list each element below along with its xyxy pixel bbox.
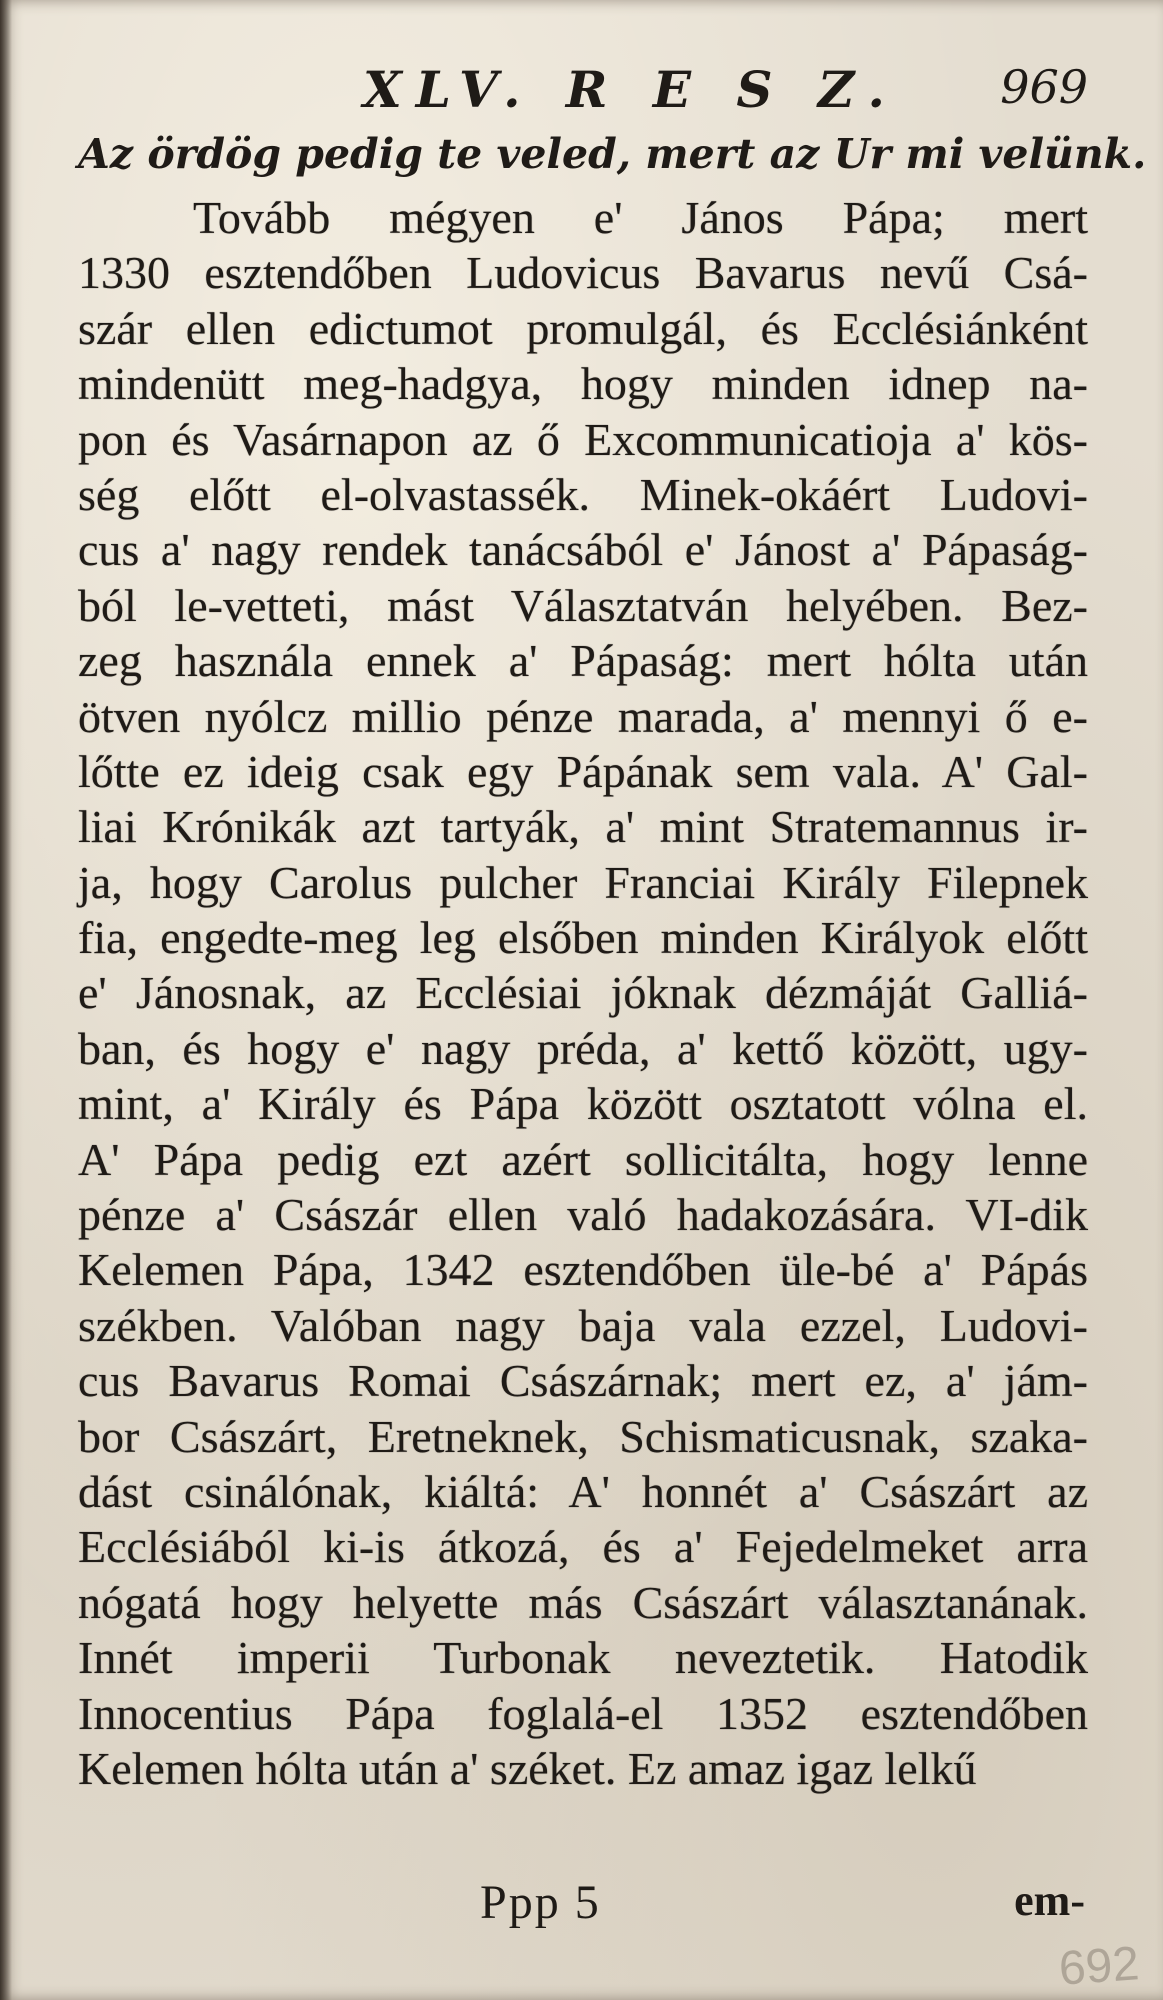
- italic-verse-line: Az ördög pedig te veled, mert az Ur mi velünk.: [78, 130, 1147, 178]
- text-line: pon és Vasárnapon az ő Excommunicatioja a' kös-: [78, 413, 1088, 465]
- page-number: 969: [1000, 60, 1088, 114]
- text-line: lőtte ez ideig csak egy Pápának sem vala. A' Gal-: [78, 745, 1088, 797]
- text-line: ség előtt el-olvastassék. Minek-okáért Ludovi-: [78, 468, 1088, 520]
- corner-folio-mark: 692: [1057, 1937, 1141, 1996]
- text-line: fia, engedte-meg leg elsőben minden Királyok előtt: [78, 912, 1088, 964]
- text-line: cus Bavarus Romai Császárnak; mert ez, a' jám-: [78, 1355, 1088, 1407]
- text-line: ja, hogy Carolus pulcher Franciai Király Filepnek: [78, 856, 1088, 908]
- text-line: A' Pápa pedig ezt azért sollicitálta, hogy lenne: [78, 1133, 1088, 1185]
- text-line: Innét imperii Turbonak neveztetik. Hatodik: [78, 1632, 1088, 1684]
- page-gutter-shadow: [0, 0, 12, 2000]
- catchword: em-: [1014, 1876, 1085, 1925]
- text-line: e' Jánosnak, az Ecclésiai jóknak dézmáját Galliá-: [78, 967, 1088, 1019]
- text-line: Kelemen Pápa, 1342 esztendőben üle-bé a' Pápás: [78, 1244, 1088, 1296]
- text-line: ban, és hogy e' nagy préda, a' kettő között, ugy-: [78, 1022, 1088, 1074]
- text-line: pénze a' Császár ellen való hadakozására. VI-dik: [78, 1189, 1088, 1241]
- text-line: ból le-vetteti, mást Választatván helyében. Bez-: [78, 579, 1088, 631]
- text-line: dást csinálónak, kiáltá: A' honnét a' Császárt az: [78, 1465, 1088, 1517]
- text-line: mint, a' Király és Pápa között osztatott vólna el.: [78, 1078, 1088, 1130]
- chapter-title: XLV. R E S Z.: [363, 60, 899, 119]
- text-line: szár ellen edictumot promulgál, és Ecclésiánként: [78, 302, 1088, 354]
- text-line: nógatá hogy helyette más Császárt választanának.: [78, 1576, 1088, 1628]
- text-line: bor Császárt, Eretneknek, Schismaticusnak, szaka-: [78, 1410, 1088, 1462]
- text-line: Ecclésiából ki-is átkozá, és a' Fejedelmeket arra: [78, 1521, 1088, 1573]
- text-line: liai Krónikák azt tartyák, a' mint Stratemannus ir-: [78, 801, 1088, 853]
- text-line: 1330 esztendőben Ludovicus Bavarus nevű Csá-: [78, 247, 1088, 299]
- text-line: zeg használa ennek a' Pápaság: mert hólta után: [78, 635, 1088, 687]
- text-line: ötven nyólcz millio pénze marada, a' mennyi ő e-: [78, 690, 1088, 742]
- text-line: Innocentius Pápa foglalá-el 1352 esztendőben: [78, 1687, 1088, 1739]
- signature-mark: Ppp 5: [480, 1876, 601, 1929]
- text-line: Kelemen hólta után a' széket. Ez amaz igaz lelkű: [78, 1742, 977, 1794]
- text-line: székben. Valóban nagy baja vala ezzel, Ludovi-: [78, 1299, 1088, 1351]
- text-line: Tovább mégyen e' János Pápa; mert: [193, 192, 1088, 243]
- text-line: mindenütt meg-hadgya, hogy minden idnep na-: [78, 358, 1088, 410]
- body-text: [78, 190, 1088, 1796]
- running-head: [78, 60, 1088, 130]
- text-line: cus a' nagy rendek tanácsából e' Jánost a' Pápaság-: [78, 524, 1088, 576]
